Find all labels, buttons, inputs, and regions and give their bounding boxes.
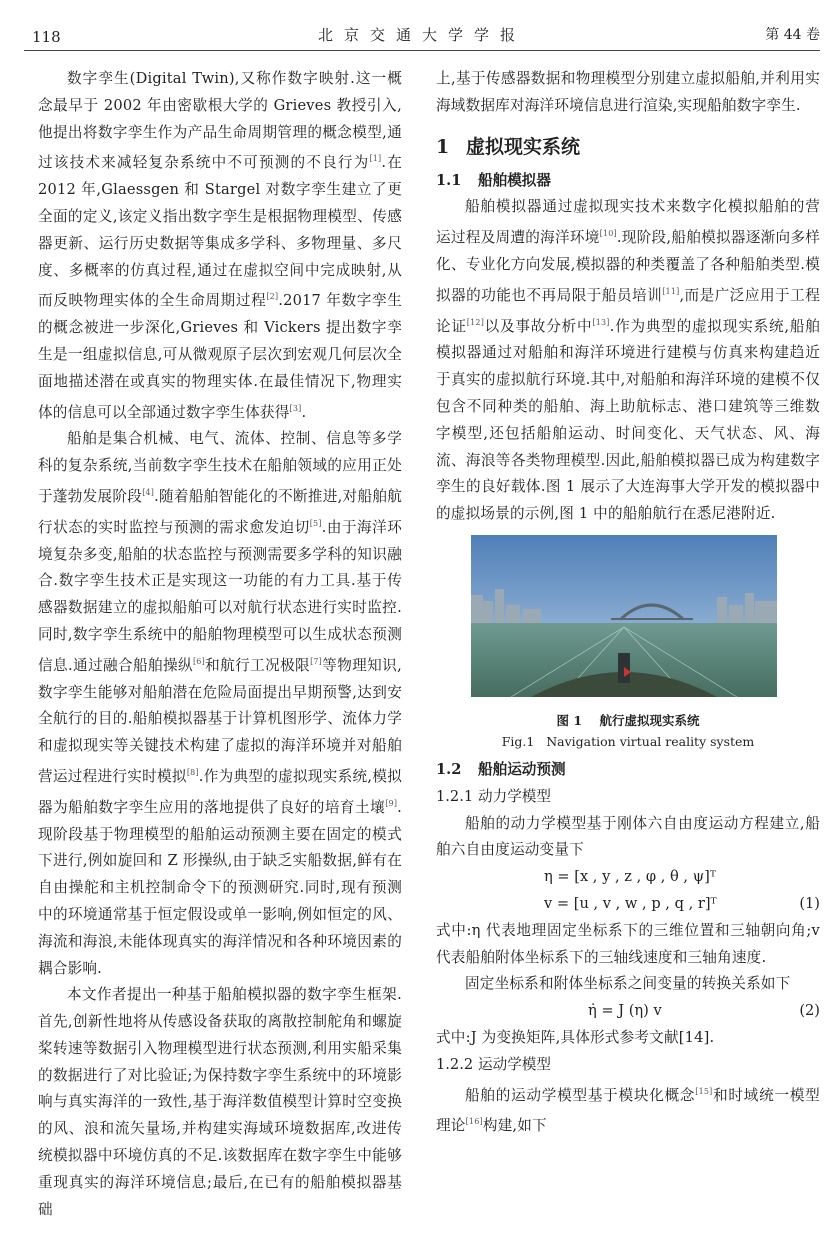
kinematics-paragraph: 船舶的运动学模型基于模块化概念[15]和时域统一模型理论[16]构建,如下 bbox=[436, 1086, 820, 1135]
equation-2: η̇ = J (η) v (2) bbox=[436, 998, 820, 1025]
intro-paragraph-3: 本文作者提出一种基于船舶模拟器的数字孪生框架.首先,创新性地将从传感设备获取的离散控制舵角和螺旋桨转速等数据引入物理模型进行状态预测,利用实船采集的数据进行了对比验证;为保持数字孪生系统中的环境影响与真实海洋的一致性,基于海洋数值模型计算时空变换的风、浪和流矢量场,并构建实海域环境数据库,改进传统模拟器中环境仿真的不足.该数据库在数字孪生中能够重现真实的海洋环境信息;最后,在已有的船舶模拟器基础 bbox=[38, 986, 402, 1218]
equation-1-line-1: η = [x , y , z , φ , θ , ψ]ᵀ bbox=[544, 868, 716, 886]
virtual-harbour-scene bbox=[471, 535, 777, 697]
equation-2-explanation: 式中:J 为变换矩阵,具体形式参考文献[14]. bbox=[436, 1028, 715, 1046]
section-1-2-heading: 1.2 船舶运动预测 bbox=[436, 760, 566, 778]
journal-name: 北京交通大学学报 bbox=[317, 26, 526, 44]
dynamics-paragraph: 船舶的动力学模型基于刚体六自由度运动方程建立,船舶六自由度运动变量下 bbox=[436, 814, 820, 859]
equation-2-number: (2) bbox=[799, 1002, 820, 1020]
header-rule bbox=[24, 50, 820, 51]
figure-caption-cn: 图 1 航行虚拟现实系统 bbox=[556, 712, 700, 728]
page-number: 118 bbox=[32, 28, 61, 46]
left-column bbox=[38, 66, 402, 1223]
equation-1-explanation: 式中:η 代表地理固定坐标系下的三维位置和三轴朝向角;v 代表船舶附体坐标系下的三轴线速度和三轴角速度. bbox=[436, 921, 820, 966]
right-column bbox=[436, 66, 820, 1140]
simulator-paragraph: 船舶模拟器通过虚拟现实技术来数字化模拟船舶的营运过程及周遭的海洋环境[10].现阶段,船舶模拟器逐渐向多样化、专业化方向发展,模拟器的种类覆盖了各种船舶类型.模拟器的功能也不再局限于船员培训[11],而是广泛应用于工程论证[12]以及事故分析中[13].作为典型的虚拟现实系统,船舶模拟器通过对船舶和海洋环境进行建模与仿真来构建趋近于真实的虚拟航行环境.其中,对船舶和海洋环境的建模不仅包含不同种类的船舶、海上助航标志、港口建筑等三维数字模型,还包括船舶运动、时间变化、天气状态、风、海流、海浪等各类物理模型.因此,船舶模拟器已成为构建数字孪生的良好载体.图 1 展示了大连海事大学开发的模拟器中的虚拟场景的示例,图 1 中的船舶航行在悉尼港附近. bbox=[436, 198, 821, 523]
continued-paragraph: 上,基于传感器数据和物理模型分别建立虚拟船舶,并利用实海域数据库对海洋环境信息进行渲染,实现船舶数字孪生. bbox=[436, 70, 820, 114]
section-1-2-2-heading: 1.2.2 运动学模型 bbox=[436, 1055, 551, 1073]
section-1-heading: 1 虚拟现实系统 bbox=[436, 135, 581, 158]
figure-1-image bbox=[471, 535, 777, 697]
section-1-1-heading: 1.1 船舶模拟器 bbox=[436, 171, 551, 189]
figure-caption-en: Fig.1 Navigation virtual reality system bbox=[501, 733, 755, 749]
equation-1-number: (1) bbox=[799, 894, 820, 912]
volume-label: 第 44 卷 bbox=[765, 27, 820, 43]
section-1-2-1-heading: 1.2.1 动力学模型 bbox=[436, 787, 551, 805]
running-header bbox=[24, 18, 820, 50]
equation-1-line-2: v = [u , v , w , p , q , r]ᵀ (1) bbox=[436, 891, 820, 918]
transform-paragraph: 固定坐标系和附体坐标系之间变量的转换关系如下 bbox=[465, 975, 791, 993]
intro-paragraph-2: 船舶是集合机械、电气、流体、控制、信息等多学科的复杂系统,当前数字孪生技术在船舶领域的应用正处于蓬勃发展阶段[4].随着船舶智能化的不断推进,对船舶航行状态的实时监控与预测的需求愈发迫切[5].由于海洋环境复杂多变,船舶的状态监控与预测需要多学科的知识融合.数字孪生技术正是实现这一功能的有力工具.基于传感器数据建立的虚拟船舶可以对航行状态进行实时监控.同时,数字孪生系统中的船舶物理模型可以生成状态预测信息.通过融合船舶操纵[6]和航行工况极限[7]等物理知识,数字孪生能够对船舶潜在危险局面提出早期预警,达到安全航行的目的.船舶模拟器基于计算机图形学、流体力学和虚拟现实等关键技术构建了虚拟的海洋环境并对船舶营运过程进行实时模拟[8].作为典型的虚拟现实系统,模拟器为船舶数字孪生应用的落地提供了良好的培育土壤[9].现阶段基于物理模型的船舶运动预测主要在固定的模式下进行,例如旋回和 Z 形操纵,由于缺乏实船数据,鲜有在自由操舵和主机控制命令下的预测研究.同时,现有预测中的环境通常基于恒定假设或单一影响,例如恒定的风、海流和海浪,未能体现真实的海洋情况和各种环境因素的耦合影响. bbox=[38, 430, 403, 977]
intro-paragraph-1: 数字孪生(Digital Twin),又称作数字映射.这一概念最早于 2002 年由密歇根大学的 Grieves 教授引入,他提出将数字孪生作为产品生命周期管理的概念模型,通过该技术来减轻复杂系统中不可预测的不良行为[1].在 2012 年,Glaessgen 和 Stargel 对数字孪生建立了更全面的定义,该定义指出数字孪生是根据物理模型、传感器更新、运行历史数据等集成多学科、多物理量、多尺度、多概率的仿真过程,通过在虚拟空间中完成映射,从而反映物理实体的全生命周期过程[2].2017 年数字孪生的概念被进一步深化,Grieves 和 Vickers 提出数字孪生是一组虚拟信息,可从微观原子层次到宏观几何层次全面地描述潜在或真实的物理实体.在最佳情况下,物理实体的信息可以全部通过数字孪生体获得[3]. bbox=[38, 70, 402, 421]
